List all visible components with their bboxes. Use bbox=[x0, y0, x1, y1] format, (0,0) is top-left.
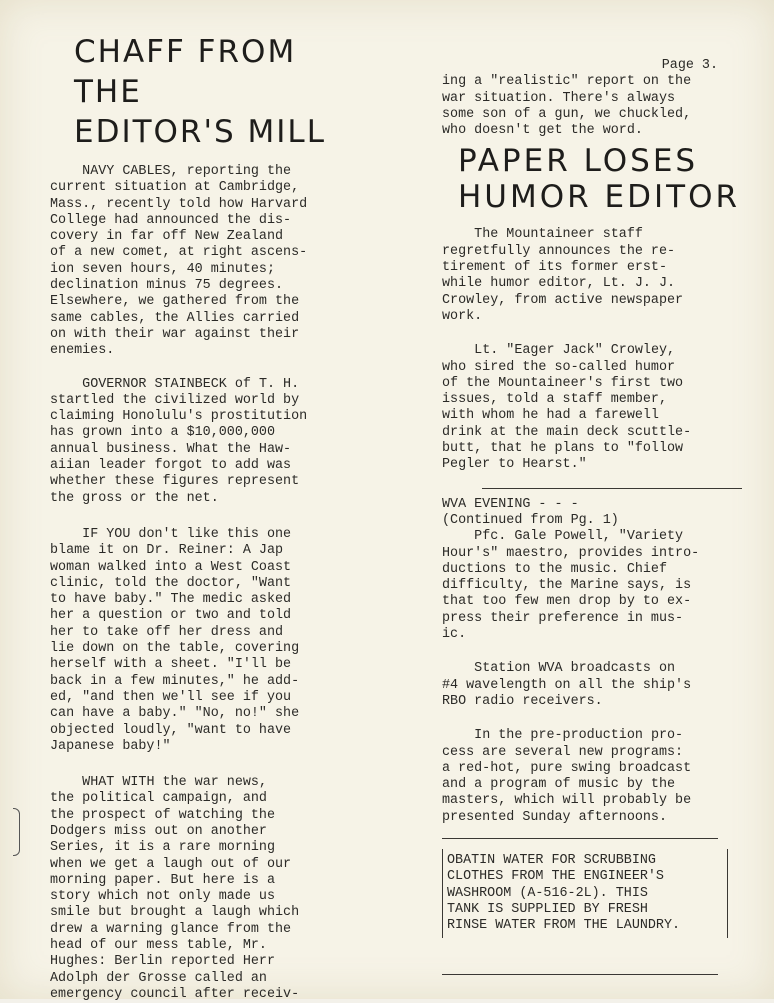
wva-continued-note: (Continued from Pg. 1) bbox=[442, 512, 619, 528]
notice-top-rule bbox=[442, 838, 718, 839]
section-divider bbox=[482, 488, 742, 489]
staple-mark bbox=[13, 808, 20, 856]
paper-loses-headline bbox=[442, 143, 742, 215]
paragraph-station-wva: Station WVA broadcasts on #4 wavelength on all the ship's RBO radio receivers. bbox=[442, 661, 692, 709]
paragraph-new-programs: In the pre-production pro- cess are several new programs: a red-hot, pure swing broadcast and a program of music by the masters, which will probably be presented Sunday afternoons. bbox=[442, 728, 692, 825]
headline2-line-2: HUMOR EDITOR bbox=[458, 179, 741, 216]
right-column bbox=[442, 58, 742, 975]
left-column bbox=[50, 32, 340, 1003]
wva-heading: WVA EVENING - - - bbox=[442, 496, 579, 512]
column-headline bbox=[50, 32, 340, 152]
paragraph-navy-cables: NAVY CABLES, reporting the current situation at Cambridge, Mass., recently told how Harvard College had announced the dis- covery in far off New Zealand of a new comet, at right ascens- ion seven hours, 40 minutes; declination minus 75 degrees. Elsewhere, we gathered from the same cables, the Allies carried on with their war against their enemies. bbox=[50, 164, 308, 359]
page-number: Page 3. bbox=[661, 58, 718, 73]
water-notice-text: OBATIN WATER FOR SCRUBBING CLOTHES FROM THE ENGINEER'S WASHROOM (A-516-2L). THIS TANK IS SUPPLIED BY FRESH RINSE WATER FROM THE LAUNDRY. bbox=[447, 852, 681, 934]
paragraph-eager-jack: Lt. "Eager Jack" Crowley, who sired the so-called humor of the Mountaineer's first two issues, told a staff member, with whom he had a farewell drink at the main deck scuttle- butt, that he plans to "follow Pegler to Hearst." bbox=[442, 343, 692, 473]
headline-line-1: CHAFF FROM THE bbox=[74, 34, 297, 110]
paragraph-war-news: WHAT WITH the war news, the political campaign, and the prospect of watching the Dodgers miss out on another Series, it is a rare morning when we get a laugh out of our morning paper. But here is a story which not only made us smile but brought a laugh which drew a warning glance from the head of our mess table, Mr. Hughes: Berlin reported Herr Adolph der Grosse called an emergency council after receiv- bbox=[50, 775, 300, 1002]
paragraph-jap-woman-joke: IF YOU don't like this one blame it on Dr. Reiner: A Jap woman walked into a West Coast clinic, told the doctor, "Want to have baby." The medic asked her a question or two and told her to take off her dress and lie down on the table, covering herself with a sheet. "I'll be back in a few minutes," he add- ed, "and then we'll see if you can have a baby." "No, no!" she objected loudly, "want to have Japanese baby!" bbox=[50, 526, 300, 754]
paragraph-staff-announcement: The Mountaineer staff regretfully announces the re- tirement of its former erst- while humor editor, Lt. J. J. Crowley, from active newspaper work. bbox=[442, 227, 684, 324]
paragraph-governor: GOVERNOR STAINBECK of T. H. startled the civilized world by claiming Honolulu's prostitution has grown into a $10,000,000 annual business. What the Haw- aiian leader forgot to add was whether these figures represent the gross or the net. bbox=[50, 376, 308, 506]
notice-bottom-rule bbox=[442, 974, 718, 975]
continuation-text: ing a "realistic" report on the war situation. There's always some son of a gun, we chuckled, who doesn't get the word. bbox=[442, 74, 692, 139]
headline-line-2: EDITOR'S MILL bbox=[74, 114, 326, 150]
water-notice-box bbox=[442, 849, 728, 938]
paragraph-gale-powell: Pfc. Gale Powell, "Variety Hour's" maestro, provides intro- ductions to the music. Chief difficulty, the Marine says, is that too few men drop by to ex- press their preference in mus- ic. bbox=[442, 529, 700, 643]
headline2-line-1: PAPER LOSES bbox=[458, 143, 699, 180]
